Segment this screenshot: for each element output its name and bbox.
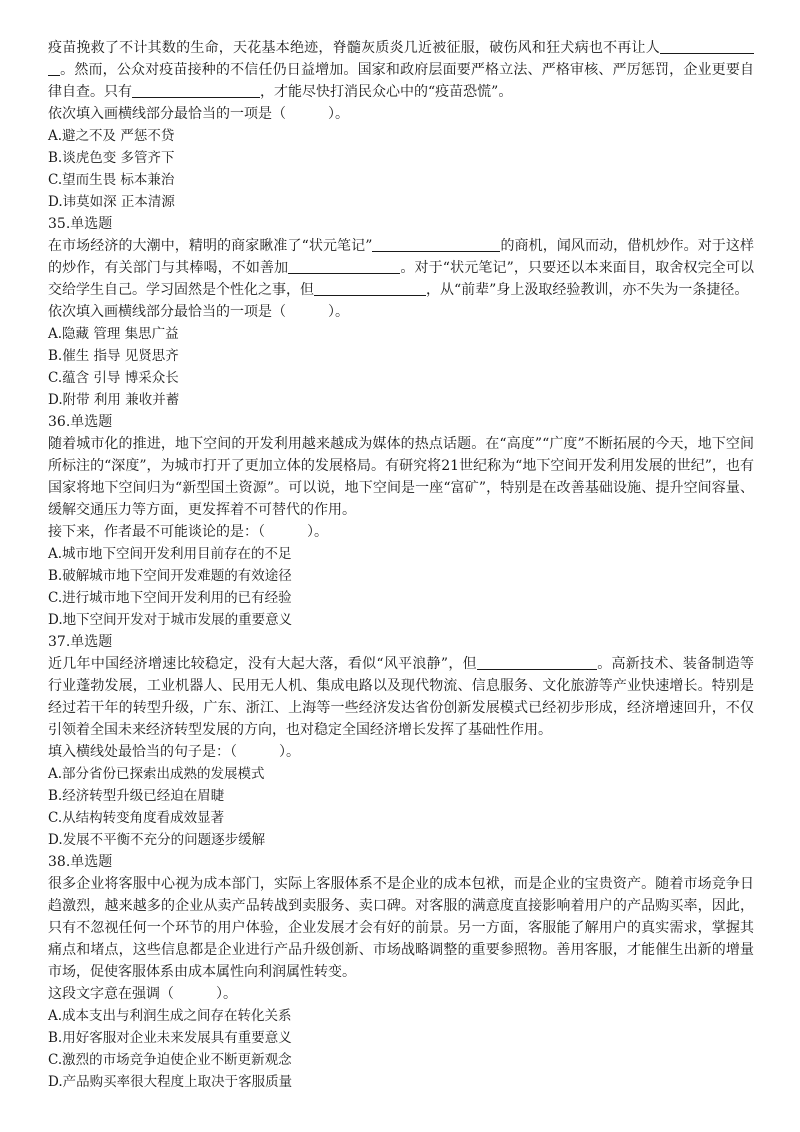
question-35-option-b[interactable]: B.催生 指导 见贤思齐 [48, 348, 179, 364]
question-36-option-c[interactable]: C.进行城市地下空间开发利用的已有经验 [48, 590, 292, 606]
question-36-prompt: 接下来，作者最不可能谈论的是：（ ）。 [48, 524, 328, 540]
question-35-option-d[interactable]: D.附带 利用 兼收并蓄 [48, 392, 180, 408]
question-34-option-a[interactable]: A.避之不及 严惩不贷 [48, 128, 175, 144]
q34-stem-a: 疫苗挽救了不计其数的生命，天花基本绝迹，脊髓灰质炎几近被征服，破伤风和狂犬病也不再让人 [48, 40, 660, 56]
q37-stem-b: 。高新技术、装备制造等行业蓬勃发展，工业机器人、民用无人机、集成电路以及现代物流、信息服务、文化旅游等产业快速增长。特别是经过若干年的转型升级，广东、浙江、上海等一些经济发达省份创新发展模式已经初步形成，经济增速回升，不仅引领着全国未来经济转型发展的方向，也对稳定全国经济增长发挥了基础性作用。 [48, 656, 754, 738]
question-36-option-d[interactable]: D.地下空间开发对于城市发展的重要意义 [48, 612, 293, 628]
answer-blank-1[interactable] [372, 235, 500, 252]
question-38-prompt: 这段文字意在强调（ ）。 [48, 986, 237, 1002]
question-35-option-a[interactable]: A.隐藏 管理 集思广益 [48, 326, 179, 342]
q34-stem-c: ，才能尽快打消民众心中的“疫苗恐慌”。 [260, 84, 513, 100]
question-35 [48, 213, 754, 411]
question-36-header: 36.单选题 [48, 414, 113, 430]
answer-blank-2[interactable] [288, 257, 400, 274]
q37-stem-a: 近几年中国经济增速比较稳定，没有大起大落，看似“风平浪静”，但 [48, 656, 477, 672]
question-38-stem: 很多企业将客服中心视为成本部门，实际上客服体系不是企业的成本包袱，而是企业的宝贵资产。随着市场竞争日趋激烈，越来越多的企业从卖产品转战到卖服务、卖口碑。对客服的满意度直接影响着用户的产品购买率，因此，只有不忽视任何一个环节的用户体验，企业发展才会有好的前景。另一方面，客服能了解用户的真实需求，掌握其痛点和堵点，这些信息都是企业进行产品升级创新、市场战略调整的重要参照物。善用客服，才能催生出新的增量市场，促使客服体系由成本属性向利润属性转变。 [48, 876, 754, 980]
question-38-option-b[interactable]: B.用好客服对企业未来发展具有重要意义 [48, 1030, 292, 1046]
question-37-prompt: 填入横线处最恰当的句子是：（ ）。 [48, 744, 300, 760]
question-37-header: 37.单选题 [48, 634, 113, 650]
question-37-option-a[interactable]: A.部分省份已探索出成熟的发展模式 [48, 766, 265, 782]
question-34-stem [48, 37, 754, 103]
question-37 [48, 631, 754, 851]
question-36-option-a[interactable]: A.城市地下空间开发利用目前存在的不足 [48, 546, 292, 562]
answer-blank-2[interactable] [132, 81, 260, 98]
question-34 [48, 37, 754, 213]
question-37-option-c[interactable]: C.从结构转变角度看成效显著 [48, 810, 225, 826]
question-37-stem [48, 653, 754, 741]
question-36-option-b[interactable]: B.破解城市地下空间开发难题的有效途径 [48, 568, 292, 584]
q35-stem-c: 。对于“状元笔记”，只要还以本来面目，取舍权完全可以交给学生自己。学习固然是个性化之事，但 [48, 260, 754, 298]
q34-stem-b: 。然而，公众对疫苗接种的不信任仍日益增加。国家和政府层面要严格立法、严格审核、严厉惩罚，企业更要自律自查。只有 [48, 62, 754, 100]
question-37-option-d[interactable]: D.发展不平衡不充分的问题逐步缓解 [48, 832, 266, 848]
question-38-option-a[interactable]: A.成本支出与利润生成之间存在转化关系 [48, 1008, 292, 1024]
question-34-prompt: 依次填入画横线部分最恰当的一项是（ ）。 [48, 106, 349, 122]
answer-blank-3[interactable] [314, 279, 426, 296]
q35-stem-b: 的商机，闻风而动，借机炒作。对于这样的炒作，有关部门与其棒喝，不如善加 [48, 238, 754, 276]
q35-stem-d: ，从“前辈”身上汲取经验教训，亦不失为一条捷径。 [426, 282, 749, 298]
question-35-header: 35.单选题 [48, 216, 113, 232]
answer-blank-1[interactable] [660, 37, 754, 54]
question-38-option-c[interactable]: C.激烈的市场竞争迫使企业不断更新观念 [48, 1052, 292, 1068]
question-36 [48, 411, 754, 631]
question-35-prompt: 依次填入画横线部分最恰当的一项是（ ）。 [48, 304, 349, 320]
question-38 [48, 851, 754, 1093]
question-34-option-c[interactable]: C.望而生畏 标本兼治 [48, 172, 175, 188]
answer-blank[interactable] [477, 653, 597, 670]
question-36-stem: 随着城市化的推进，地下空间的开发利用越来越成为媒体的热点话题。在“高度”“广度”不断拓展的今天，地下空间所标注的“深度”，为城市打开了更加立体的发展格局。有研究将21世纪称为“地下空间开发利用发展的世纪”，也有国家将地下空间归为“新型国土资源”。可以说，地下空间是一座“富矿”，特别是在改善基础设施、提升空间容量、缓解交通压力等方面，更发挥着不可替代的作用。 [48, 436, 754, 518]
question-35-stem [48, 235, 754, 301]
question-37-option-b[interactable]: B.经济转型升级已经迫在眉睫 [48, 788, 225, 804]
question-34-option-d[interactable]: D.讳莫如深 正本清源 [48, 194, 175, 210]
question-38-option-d[interactable]: D.产品购买率很大程度上取决于客服质量 [48, 1074, 293, 1090]
question-35-option-c[interactable]: C.蕴含 引导 博采众长 [48, 370, 179, 386]
q35-stem-a: 在市场经济的大潮中，精明的商家瞅准了“状元笔记” [48, 238, 373, 254]
question-34-option-b[interactable]: B.谈虎色变 多管齐下 [48, 150, 175, 166]
question-38-header: 38.单选题 [48, 854, 113, 870]
answer-blank-1-cont[interactable] [48, 59, 60, 76]
